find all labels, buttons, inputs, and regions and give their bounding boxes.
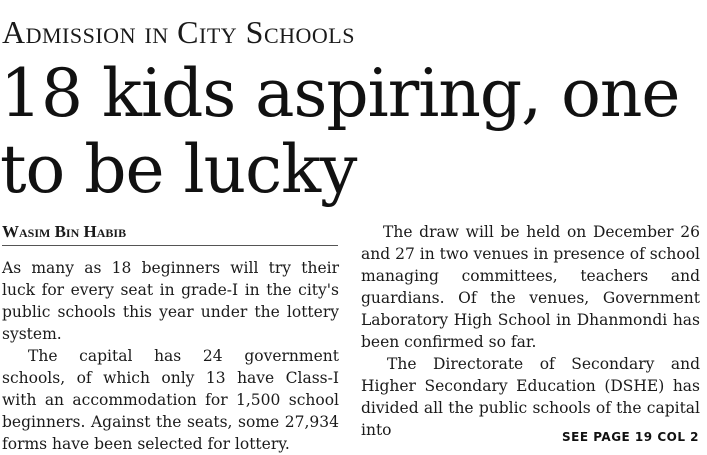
paragraph: As many as 18 beginners will try their luck for every seat in grade-I in the city's public schools this year under the lottery system.: [2, 259, 339, 343]
article-column-right: [361, 221, 700, 441]
byline: Wasim Bin Habib: [2, 222, 338, 246]
headline-line-1: 18 kids aspiring, one: [0, 55, 680, 132]
paragraph: The Directorate of Secondary and Higher Secondary Education (DSHE) has divided all the public schools of the capital into: [361, 355, 700, 439]
continued-on-page-link[interactable]: SEE PAGE 19 COL 2: [562, 430, 699, 444]
paragraph: The draw will be held on December 26 and 27 in two venues in presence of school managing committees, teachers and guardians. Of the venues, Government Laboratory High School in Dhanmondi has been confirmed so far.: [361, 223, 700, 351]
paragraph: The capital has 24 government schools, of which only 13 have Class-I with an accommodation for 1,500 school beginners. Against the seats, some 27,934 forms have been selected for lottery.: [2, 347, 339, 453]
section-kicker: Admission in City Schools: [2, 14, 355, 50]
headline: [0, 56, 707, 208]
article-column-left: [2, 257, 339, 455]
headline-line-2: to be lucky: [0, 131, 357, 208]
